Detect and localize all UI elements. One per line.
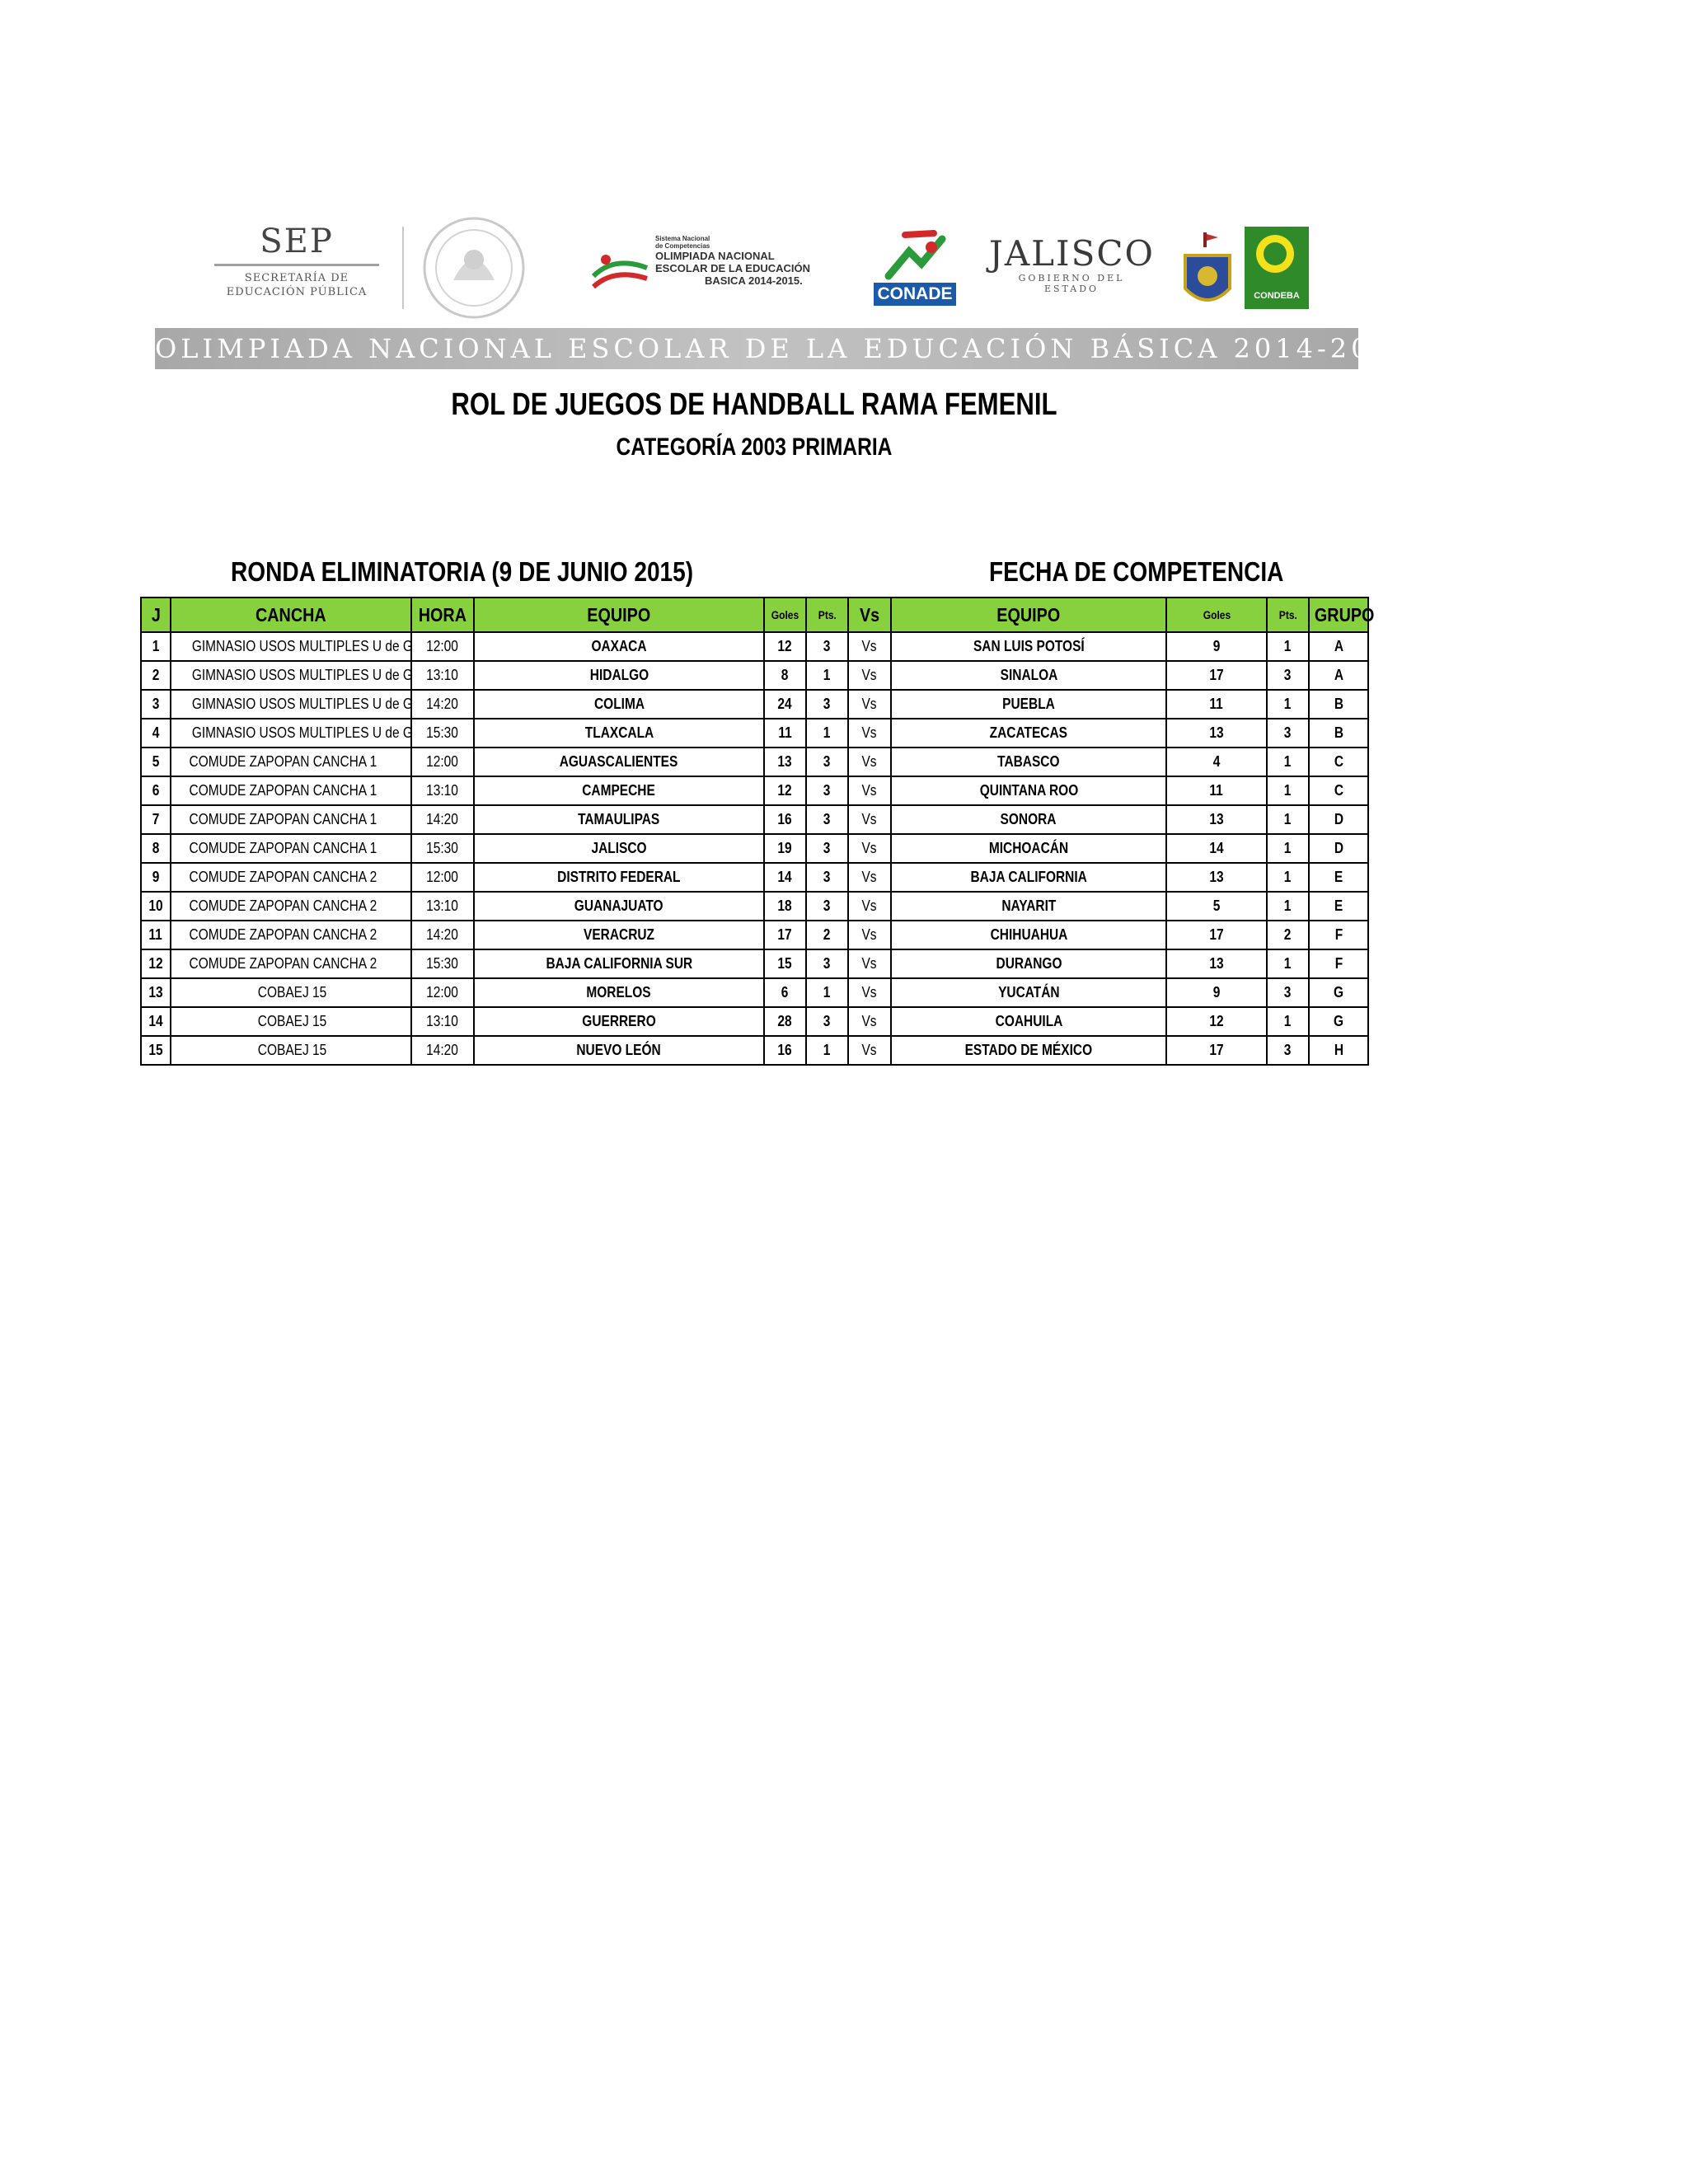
row-number: 8 — [141, 834, 171, 863]
header-equipo-visitante: EQUIPO — [891, 598, 1166, 632]
away-points-cell: 3 — [1267, 1036, 1309, 1065]
home-goals-cell: 18 — [764, 892, 806, 921]
versus-cell: Vs — [848, 805, 891, 834]
time-cell: 12:00 — [411, 748, 474, 776]
olimpiada-logo-small-1: Sistema Nacional — [655, 235, 710, 242]
section-title-date: FECHA DE COMPETENCIA — [989, 556, 1284, 587]
sep-logo — [206, 223, 387, 313]
venue-cell: GIMNASIO USOS MULTIPLES U de G — [171, 661, 411, 690]
away-team-cell: DURANGO — [891, 949, 1166, 978]
versus-cell: Vs — [848, 978, 891, 1007]
table-row — [141, 892, 1368, 921]
home-points-cell: 3 — [806, 834, 848, 863]
table-row — [141, 661, 1368, 690]
home-team-cell: COLIMA — [474, 690, 764, 719]
home-points-cell: 3 — [806, 949, 848, 978]
home-points-cell: 3 — [806, 632, 848, 661]
home-goals-cell: 19 — [764, 834, 806, 863]
group-cell: E — [1309, 892, 1368, 921]
away-goals-cell: 14 — [1166, 834, 1267, 863]
versus-cell: Vs — [848, 632, 891, 661]
row-number: 7 — [141, 805, 171, 834]
away-points-cell: 1 — [1267, 863, 1309, 892]
row-number: 10 — [141, 892, 171, 921]
venue-cell: COMUDE ZAPOPAN CANCHA 1 — [171, 834, 411, 863]
olimpiada-logo-text — [655, 235, 810, 287]
group-cell: B — [1309, 719, 1368, 748]
venue-cell: COMUDE ZAPOPAN CANCHA 2 — [171, 892, 411, 921]
time-cell: 14:20 — [411, 1036, 474, 1065]
home-goals-cell: 11 — [764, 719, 806, 748]
away-points-cell: 1 — [1267, 805, 1309, 834]
home-points-cell: 1 — [806, 719, 848, 748]
olimpiada-banner: OLIMPIADA NACIONAL ESCOLAR DE LA EDUCACIÓN BÁSICA 2014-2015. — [155, 328, 1358, 369]
home-team-cell: OAXACA — [474, 632, 764, 661]
row-number: 13 — [141, 978, 171, 1007]
versus-cell: Vs — [848, 834, 891, 863]
home-team-cell: GUERRERO — [474, 1007, 764, 1036]
away-points-cell: 1 — [1267, 834, 1309, 863]
home-goals-cell: 12 — [764, 776, 806, 805]
group-cell: E — [1309, 863, 1368, 892]
group-cell: A — [1309, 632, 1368, 661]
home-team-cell: TLAXCALA — [474, 719, 764, 748]
versus-cell: Vs — [848, 719, 891, 748]
conade-logo — [872, 227, 963, 309]
home-goals-cell: 12 — [764, 632, 806, 661]
row-number: 5 — [141, 748, 171, 776]
row-number: 11 — [141, 921, 171, 949]
away-points-cell: 3 — [1267, 661, 1309, 690]
home-team-cell: NUEVO LEÓN — [474, 1036, 764, 1065]
away-team-cell: MICHOACÁN — [891, 834, 1166, 863]
olimpiada-logo-line-2: ESCOLAR DE LA EDUCACIÓN — [655, 262, 811, 274]
venue-cell: COMUDE ZAPOPAN CANCHA 1 — [171, 748, 411, 776]
versus-cell: Vs — [848, 949, 891, 978]
national-seal-icon — [420, 214, 528, 321]
group-cell: H — [1309, 1036, 1368, 1065]
venue-cell: COMUDE ZAPOPAN CANCHA 1 — [171, 805, 411, 834]
home-team-cell: JALISCO — [474, 834, 764, 863]
home-goals-cell: 14 — [764, 863, 806, 892]
away-goals-cell: 9 — [1166, 632, 1267, 661]
away-points-cell: 1 — [1267, 1007, 1309, 1036]
time-cell: 13:10 — [411, 1007, 474, 1036]
home-team-cell: AGUASCALIENTES — [474, 748, 764, 776]
home-goals-cell: 13 — [764, 748, 806, 776]
condeba-logo — [1245, 227, 1309, 309]
time-cell: 12:00 — [411, 863, 474, 892]
venue-cell: GIMNASIO USOS MULTIPLES U de G — [171, 719, 411, 748]
venue-cell: GIMNASIO USOS MULTIPLES U de G — [171, 690, 411, 719]
header-goles-visitante: Goles — [1166, 598, 1267, 632]
conade-runner-icon — [872, 227, 958, 283]
away-goals-cell: 17 — [1166, 921, 1267, 949]
away-team-cell: PUEBLA — [891, 690, 1166, 719]
jalisco-shield-icon — [1179, 231, 1236, 313]
row-number: 12 — [141, 949, 171, 978]
home-points-cell: 3 — [806, 805, 848, 834]
home-points-cell: 3 — [806, 690, 848, 719]
time-cell: 15:30 — [411, 949, 474, 978]
row-number: 6 — [141, 776, 171, 805]
header-cancha: CANCHA — [171, 598, 411, 632]
venue-cell: COBAEJ 15 — [171, 978, 411, 1007]
versus-cell: Vs — [848, 921, 891, 949]
away-goals-cell: 12 — [1166, 1007, 1267, 1036]
time-cell: 14:20 — [411, 690, 474, 719]
time-cell: 15:30 — [411, 719, 474, 748]
home-points-cell: 1 — [806, 661, 848, 690]
table-row — [141, 690, 1368, 719]
away-points-cell: 3 — [1267, 978, 1309, 1007]
olimpiada-logo-small-2: de Competencias — [655, 242, 710, 250]
group-cell: C — [1309, 776, 1368, 805]
away-team-cell: ZACATECAS — [891, 719, 1166, 748]
away-points-cell: 1 — [1267, 949, 1309, 978]
away-goals-cell: 5 — [1166, 892, 1267, 921]
home-team-cell: DISTRITO FEDERAL — [474, 863, 764, 892]
sep-logo-title: SEP — [260, 223, 334, 260]
away-team-cell: YUCATÁN — [891, 978, 1166, 1007]
group-cell: G — [1309, 978, 1368, 1007]
venue-cell: COMUDE ZAPOPAN CANCHA 2 — [171, 921, 411, 949]
time-cell: 13:10 — [411, 661, 474, 690]
games-table — [140, 597, 1375, 1066]
logo-strip — [157, 210, 1360, 326]
away-team-cell: TABASCO — [891, 748, 1166, 776]
table-row — [141, 805, 1368, 834]
away-goals-cell: 17 — [1166, 661, 1267, 690]
away-team-cell: SAN LUIS POTOSÍ — [891, 632, 1166, 661]
header-equipo-local: EQUIPO — [474, 598, 764, 632]
time-cell: 12:00 — [411, 978, 474, 1007]
header-pts-visitante: Pts. — [1267, 598, 1309, 632]
header-hora: HORA — [411, 598, 474, 632]
away-goals-cell: 13 — [1166, 863, 1267, 892]
venue-cell: GIMNASIO USOS MULTIPLES U de G — [171, 632, 411, 661]
away-points-cell: 1 — [1267, 690, 1309, 719]
home-goals-cell: 28 — [764, 1007, 806, 1036]
away-goals-cell: 13 — [1166, 719, 1267, 748]
group-cell: D — [1309, 834, 1368, 863]
away-team-cell: QUINTANA ROO — [891, 776, 1166, 805]
home-team-cell: MORELOS — [474, 978, 764, 1007]
table-row — [141, 748, 1368, 776]
home-team-cell: TAMAULIPAS — [474, 805, 764, 834]
time-cell: 14:20 — [411, 805, 474, 834]
page-title: ROL DE JUEGOS DE HANDBALL RAMA FEMENIL — [451, 387, 1057, 422]
table-row — [141, 978, 1368, 1007]
jalisco-logo-title: JALISCO — [989, 233, 1155, 274]
away-goals-cell: 11 — [1166, 776, 1267, 805]
row-number: 1 — [141, 632, 171, 661]
away-team-cell: SINALOA — [891, 661, 1166, 690]
time-cell: 13:10 — [411, 776, 474, 805]
home-points-cell: 3 — [806, 1007, 848, 1036]
away-points-cell: 1 — [1267, 892, 1309, 921]
time-cell: 13:10 — [411, 892, 474, 921]
logo-divider — [402, 227, 404, 309]
sep-logo-rule — [214, 264, 379, 266]
group-cell: G — [1309, 1007, 1368, 1036]
table-row — [141, 949, 1368, 978]
home-points-cell: 3 — [806, 748, 848, 776]
table-row — [141, 1007, 1368, 1036]
olimpiada-logo-icon — [589, 239, 655, 305]
conade-logo-label: CONADE — [874, 283, 956, 306]
olimpiada-logo — [589, 235, 853, 309]
home-team-cell: CAMPECHE — [474, 776, 764, 805]
table-row — [141, 719, 1368, 748]
sep-logo-subtitle-2: EDUCACIÓN PÚBLICA — [226, 286, 368, 298]
section-title-round: RONDA ELIMINATORIA (9 DE JUNIO 2015) — [231, 556, 694, 587]
header-grupo: GRUPO — [1309, 598, 1368, 632]
home-points-cell: 3 — [806, 863, 848, 892]
venue-cell: COBAEJ 15 — [171, 1036, 411, 1065]
row-number: 15 — [141, 1036, 171, 1065]
venue-cell: COBAEJ 15 — [171, 1007, 411, 1036]
venue-cell: COMUDE ZAPOPAN CANCHA 2 — [171, 863, 411, 892]
row-number: 14 — [141, 1007, 171, 1036]
home-team-cell: HIDALGO — [474, 661, 764, 690]
away-points-cell: 1 — [1267, 632, 1309, 661]
away-team-cell: ESTADO DE MÉXICO — [891, 1036, 1166, 1065]
table-header-row — [141, 598, 1368, 632]
olimpiada-logo-line-1: OLIMPIADA NACIONAL — [655, 250, 775, 262]
versus-cell: Vs — [848, 892, 891, 921]
table-row — [141, 776, 1368, 805]
away-points-cell: 1 — [1267, 748, 1309, 776]
venue-cell: COMUDE ZAPOPAN CANCHA 2 — [171, 949, 411, 978]
jalisco-logo — [989, 235, 1154, 293]
versus-cell: Vs — [848, 748, 891, 776]
versus-cell: Vs — [848, 661, 891, 690]
time-cell: 12:00 — [411, 632, 474, 661]
table-row — [141, 1036, 1368, 1065]
venue-cell: COMUDE ZAPOPAN CANCHA 1 — [171, 776, 411, 805]
home-goals-cell: 8 — [764, 661, 806, 690]
away-team-cell: COAHUILA — [891, 1007, 1166, 1036]
away-team-cell: BAJA CALIFORNIA — [891, 863, 1166, 892]
home-goals-cell: 16 — [764, 805, 806, 834]
home-points-cell: 3 — [806, 776, 848, 805]
row-number: 9 — [141, 863, 171, 892]
olimpiada-logo-line-3: BASICA 2014-2015. — [705, 274, 803, 287]
header-goles-local: Goles — [764, 598, 806, 632]
home-team-cell: VERACRUZ — [474, 921, 764, 949]
versus-cell: Vs — [848, 776, 891, 805]
versus-cell: Vs — [848, 690, 891, 719]
home-goals-cell: 24 — [764, 690, 806, 719]
away-points-cell: 3 — [1267, 719, 1309, 748]
home-team-cell: BAJA CALIFORNIA SUR — [474, 949, 764, 978]
away-points-cell: 1 — [1267, 776, 1309, 805]
home-points-cell: 2 — [806, 921, 848, 949]
away-points-cell: 2 — [1267, 921, 1309, 949]
home-goals-cell: 6 — [764, 978, 806, 1007]
table-row — [141, 834, 1368, 863]
condeba-logo-label: CONDEBA — [1254, 291, 1300, 301]
condeba-ring-icon — [1256, 235, 1294, 273]
away-goals-cell: 13 — [1166, 949, 1267, 978]
home-goals-cell: 15 — [764, 949, 806, 978]
group-cell: F — [1309, 949, 1368, 978]
page-subtitle: CATEGORÍA 2003 PRIMARIA — [616, 434, 893, 461]
group-cell: C — [1309, 748, 1368, 776]
away-goals-cell: 9 — [1166, 978, 1267, 1007]
group-cell: B — [1309, 690, 1368, 719]
group-cell: A — [1309, 661, 1368, 690]
away-goals-cell: 17 — [1166, 1036, 1267, 1065]
table-row — [141, 632, 1368, 661]
away-team-cell: NAYARIT — [891, 892, 1166, 921]
header-j: J — [141, 598, 171, 632]
time-cell: 15:30 — [411, 834, 474, 863]
table-row — [141, 863, 1368, 892]
versus-cell: Vs — [848, 863, 891, 892]
time-cell: 14:20 — [411, 921, 474, 949]
row-number: 4 — [141, 719, 171, 748]
versus-cell: Vs — [848, 1036, 891, 1065]
home-goals-cell: 17 — [764, 921, 806, 949]
home-points-cell: 3 — [806, 892, 848, 921]
jalisco-logo-subtitle: GOBIERNO DEL ESTADO — [1018, 273, 1125, 294]
row-number: 3 — [141, 690, 171, 719]
home-team-cell: GUANAJUATO — [474, 892, 764, 921]
sep-logo-subtitle-1: SECRETARÍA DE — [244, 272, 349, 284]
row-number: 2 — [141, 661, 171, 690]
away-goals-cell: 13 — [1166, 805, 1267, 834]
away-team-cell: CHIHUAHUA — [891, 921, 1166, 949]
home-points-cell: 1 — [806, 978, 848, 1007]
versus-cell: Vs — [848, 1007, 891, 1036]
home-points-cell: 1 — [806, 1036, 848, 1065]
header-vs: Vs — [848, 598, 891, 632]
away-goals-cell: 11 — [1166, 690, 1267, 719]
away-team-cell: SONORA — [891, 805, 1166, 834]
header-pts-local: Pts. — [806, 598, 848, 632]
group-cell: D — [1309, 805, 1368, 834]
group-cell: F — [1309, 921, 1368, 949]
away-goals-cell: 4 — [1166, 748, 1267, 776]
home-goals-cell: 16 — [764, 1036, 806, 1065]
table-row — [141, 921, 1368, 949]
